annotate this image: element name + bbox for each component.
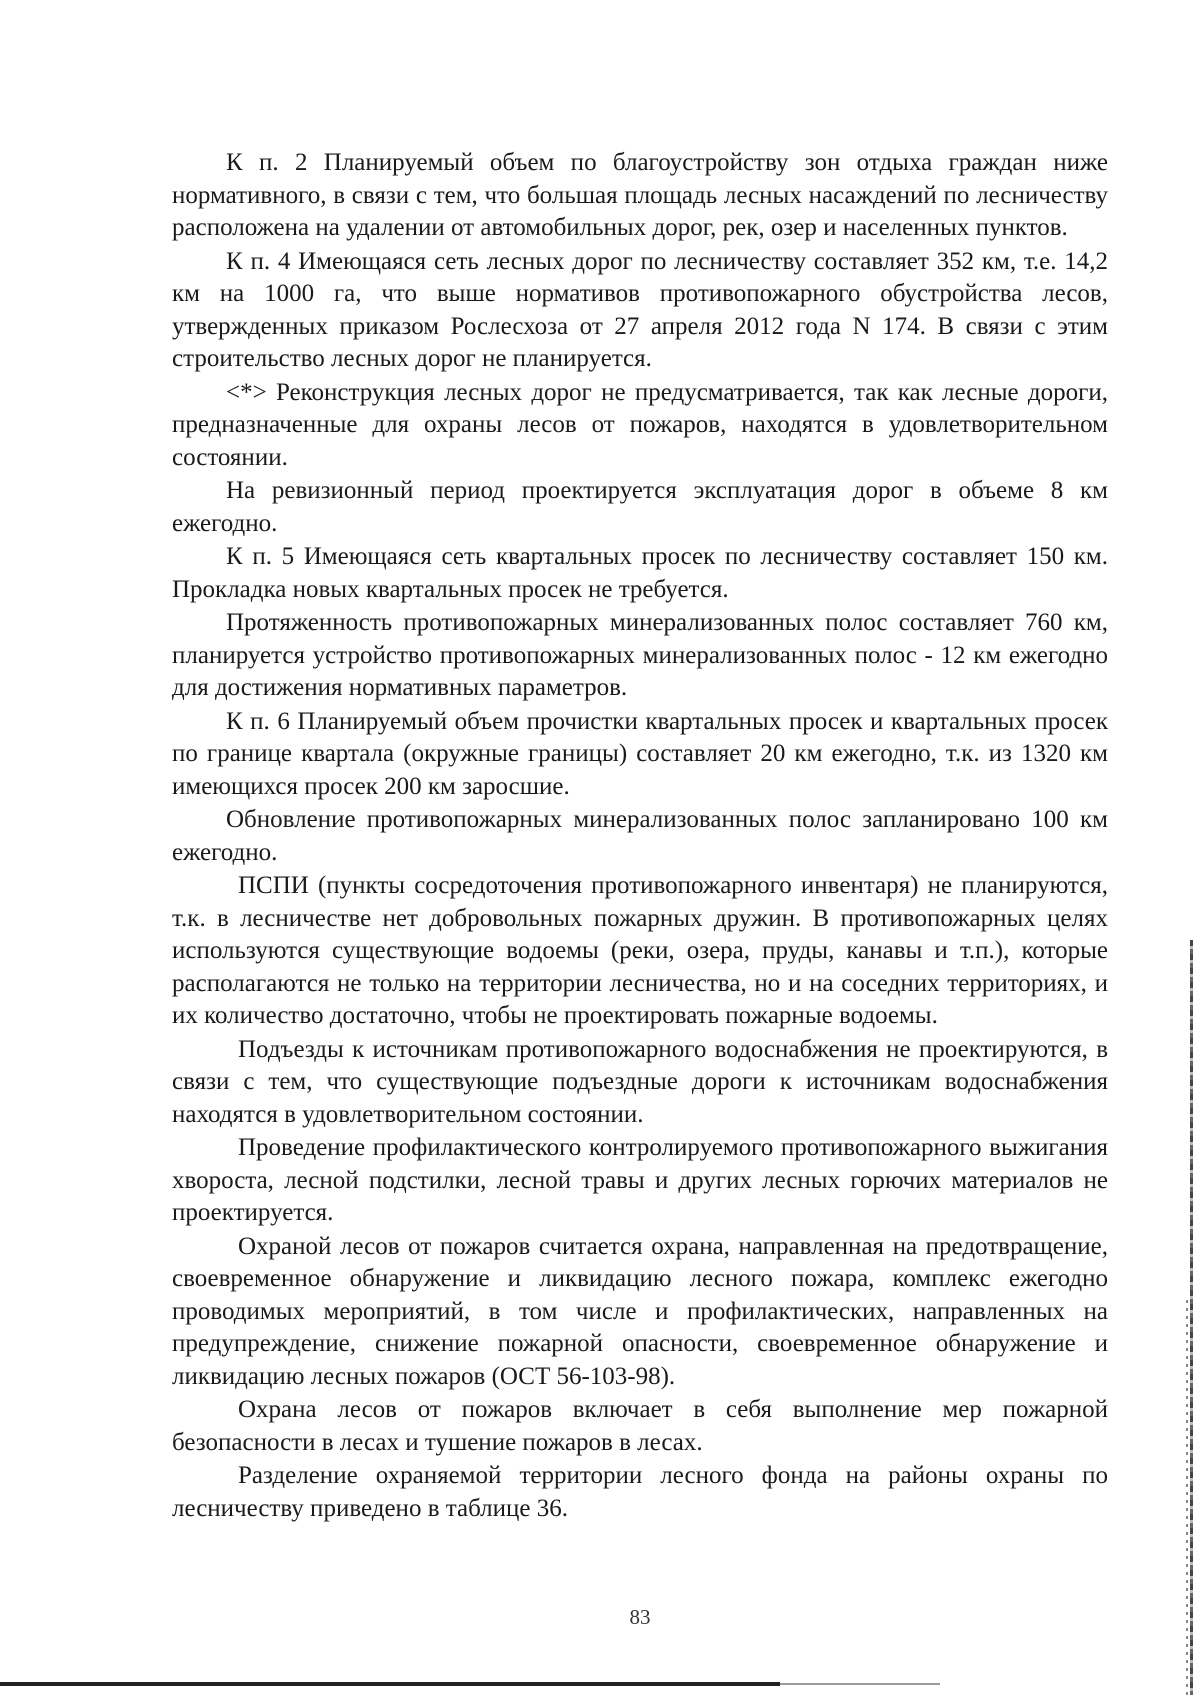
paragraph-strip-renewal: Обновление противопожарных минерализованных полос запланировано 100 км ежегодно.	[172, 806, 1108, 866]
paragraph-water-access: Подъезды к источникам противопожарного водоснабжения не проектируются, в связи с тем, что существующие подъездные дороги к источникам водоснабжения находятся в удовлетворительном состоянии.	[172, 1035, 1108, 1128]
paragraph-fire-protection-definition: Охраной лесов от пожаров считается охрана, направленная на предотвращение, своевременное обнаружение и ликвидацию лесного пожара, комплекс ежегодно проводимых мероприятий, в том числе и профилактических, направленных на предупреждение, снижение пожарной опасности, своевременное обнаружение и ликвидацию лесных пожаров (ОСТ 56-103-98).	[172, 1232, 1108, 1390]
paragraph-fire-protection-includes: Охрана лесов от пожаров включает в себя выполнение мер пожарной безопасности в лесах и тушение пожаров в лесах.	[172, 1396, 1108, 1456]
scan-edge-bottom-faint-divider	[780, 1683, 940, 1685]
scan-edge-bottom-divider	[0, 1682, 780, 1686]
paragraph-protection-districts: Разделение охраняемой территории лесного фонда на районы охраны по лесничеству приведено в таблице 36.	[172, 1462, 1108, 1522]
paragraph-road-reconstruction-note: <*> Реконструкция лесных дорог не предусматривается, так как лесные дороги, предназначенные для охраны лесов от пожаров, находятся в удовлетворительном состоянии.	[172, 378, 1108, 471]
scan-edge-right-divider	[1190, 940, 1193, 1695]
paragraph-mineralized-strips: Протяженность противопожарных минерализованных полос составляет 760 км, планируется устройство противопожарных минерализованных полос - 12 км ежегодно для достижения нормативных параметров.	[172, 609, 1108, 701]
paragraph-p2-recreation-zones: К п. 2 Планируемый объем по благоустройству зон отдыха граждан ниже нормативного, в связи с тем, что большая площадь лесных насаждений по лесничеству расположена на удалении от автомобильных дорог, рек, озер и населенных пунктов.	[172, 149, 1108, 241]
paragraph-pspi: ПСПИ (пункты сосредоточения противопожарного инвентаря) не планируются, т.к. в лесничестве нет добровольных пожарных дружин. В противопожарных целях используются существующие водоемы (реки, озера, пруды, канавы и т.п.), которые располагаются не только на территории лесничества, но и на соседних территориях, и их количество достаточно, чтобы не проектировать пожарные водоемы.	[172, 872, 1108, 1029]
paragraph-p5-quarter-clearings: К п. 5 Имеющаяся сеть квартальных просек по лесничеству составляет 150 км. Прокладка новых квартальных просек не требуется.	[172, 543, 1108, 603]
paragraph-controlled-burning: Проведение профилактического контролируемого противопожарного выжигания хвороста, лесной подстилки, лесной травы и других лесных горючих материалов не проектируется.	[172, 1134, 1108, 1226]
paragraph-p4-forest-roads: К п. 4 Имеющаяся сеть лесных дорог по лесничеству составляет 352 км, т.е. 14,2 км на 1000 га, что выше нормативов противопожарного обустройства лесов, утвержденных приказом Рослесхоза от 27 апреля 2012 года N 174. В связи с этим строительство лесных дорог не планируется.	[172, 247, 1108, 372]
paragraph-road-exploitation: На ревизионный период проектируется эксплуатация дорог в объеме 8 км ежегодно.	[172, 477, 1108, 537]
paragraph-p6-clearing-cleanup: К п. 6 Планируемый объем прочистки квартальных просек и квартальных просек по границе квартала (окружные границы) составляет 20 км ежегодно, т.к. из 1320 км имеющихся просек 200 км заросшие.	[172, 707, 1108, 800]
scan-edge-right-faint-divider	[1186, 1300, 1188, 1695]
document-body	[172, 147, 1108, 1526]
page-number: 83	[629, 1605, 651, 1629]
